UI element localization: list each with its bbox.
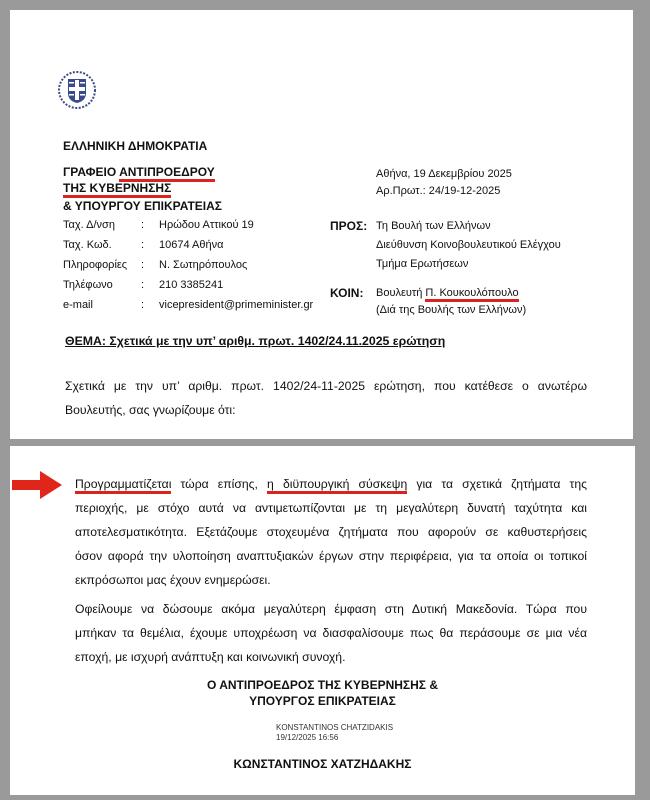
contact-sep: : [141,259,145,271]
cc-recipient: Π. Κουκουλόπουλο [425,287,518,302]
greek-coat-of-arms-icon [57,70,97,110]
body-line: εκπρόσωποι μας έχουν ενημερώσει. [75,573,271,587]
body-paragraph-1 [75,472,587,592]
body-line: αποτελεσματικότητα. Εξετάζουμε στοχευμένα ζητήματα που αφορούν σε καθυστερήσεις [75,525,587,539]
letter-date: Αθήνα, 19 Δεκεμβρίου 2025 [376,168,512,180]
body-paragraph-2 [75,597,587,669]
digital-signature-date: 19/12/2025 16:56 [276,733,339,742]
contact-value[interactable]: vicepresident@primeminister.gr [159,299,314,311]
intro-paragraph [65,374,587,422]
body-line: όσον αφορά την υλοποίηση αναπτυξιακών έργων στην περιφέρεια, για τα οποία οι τοπικοί [75,549,587,563]
contact-label: Ταχ. Κωδ. [63,239,112,251]
office-government: ΤΗΣ ΚΥΒΕΡΝΗΣΗΣ [63,181,171,198]
contact-value: Ηρώδου Αττικού 19 [159,219,254,231]
office-line-2 [63,181,171,195]
body-text: για τα σχετικά ζητήματα της [407,477,588,491]
letter-page-top [10,10,633,439]
office-line-3: & ΥΠΟΥΡΓΟΥ ΕΠΙΚΡΑΤΕΙΑΣ [63,199,222,213]
body-line: μπήκαν τα θεμέλια, έχουμε υποχρέωση να διασφαλίσουμε πως θα περάσουμε σε μια νέα [75,626,587,640]
office-prefix: ΓΡΑΦΕΙΟ [63,165,120,179]
body-line: Οφείλουμε να δώσουμε ακόμα μεγαλύτερη έμφαση στη Δυτική Μακεδονία. Τώρα που [75,602,587,616]
contact-sep: : [141,279,145,291]
signatory-name: ΚΩΝΣΤΑΝΤΙΝΟΣ ΧΑΤΖΗΔΑΚΗΣ [233,757,412,771]
signature-title-2: ΥΠΟΥΡΓΟΣ ΕΠΙΚΡΑΤΕΙΑΣ [249,694,396,708]
intro-line: Βουλευτής, σας γνωρίζουμε ότι: [65,403,236,417]
body-line [75,472,587,496]
to-line: Διεύθυνση Κοινοβουλευτικού Ελέγχου [376,239,561,251]
cc-line-1 [376,287,519,299]
signature-title-1: Ο ΑΝΤΙΠΡΟΕΔΡΟΣ ΤΗΣ ΚΥΒΕΡΝΗΣΗΣ & [207,678,438,692]
body-line: περιοχής, με στόχο αυτά να αντιμετωπίζονται με τη μεγαλύτερη δυνατή ταχύτητα και [75,501,587,515]
body-text: τώρα επίσης, [171,477,268,491]
contact-label: Ταχ. Δ/νση [63,219,115,231]
to-label: ΠΡΟΣ: [330,219,368,233]
republic-heading: ΕΛΛΗΝΙΚΗ ΔΗΜΟΚΡΑΤΙΑ [63,139,208,153]
cc-label: ΚΟΙΝ: [330,286,364,300]
protocol-number: Αρ.Πρωτ.: 24/19-12-2025 [376,185,501,197]
to-line: Τμήμα Ερωτήσεων [376,258,469,270]
cc-line-2: (Διά της Βουλής των Ελλήνων) [376,304,527,316]
digital-signature-name: KONSTANTINOS CHATZIDAKIS [276,723,394,732]
highlight-scheduled: Προγραμματίζεται [75,477,171,494]
contact-sep: : [141,239,145,251]
intro-line: Σχετικά με την υπ’ αριθμ. πρωτ. 1402/24-11-2025 ερώτηση, που κατέθεσε ο ανωτέρω [65,379,587,393]
office-vice-president: ΑΝΤΙΠΡΟΕΔΡΟΥ [119,165,215,182]
contact-value: Ν. Σωτηρόπουλος [159,259,248,271]
contact-value: 10674 Αθήνα [159,239,224,251]
office-line-1 [63,165,215,179]
body-line: εποχή, με ισχυρή ανάπτυξη και κοινωνική συνοχή. [75,650,346,664]
to-line: Τη Βουλή των Ελλήνων [376,220,491,232]
highlight-interministerial-meeting: η διϋπουργική σύσκεψη [267,477,407,494]
contact-value: 210 3385241 [159,279,224,291]
contact-label: e-mail [63,299,93,311]
cc-prefix: Βουλευτή [376,287,426,299]
subject-line: ΘΕΜΑ: Σχετικά με την υπ’ αριθμ. πρωτ. 1402/24.11.2025 ερώτηση [65,334,446,348]
contact-label: Πληροφορίες [63,259,128,271]
contact-sep: : [141,299,145,311]
contact-label: Τηλέφωνο [63,279,113,291]
letter-page-bottom [10,446,635,795]
contact-sep: : [141,219,145,231]
red-arrow-icon [12,471,62,499]
